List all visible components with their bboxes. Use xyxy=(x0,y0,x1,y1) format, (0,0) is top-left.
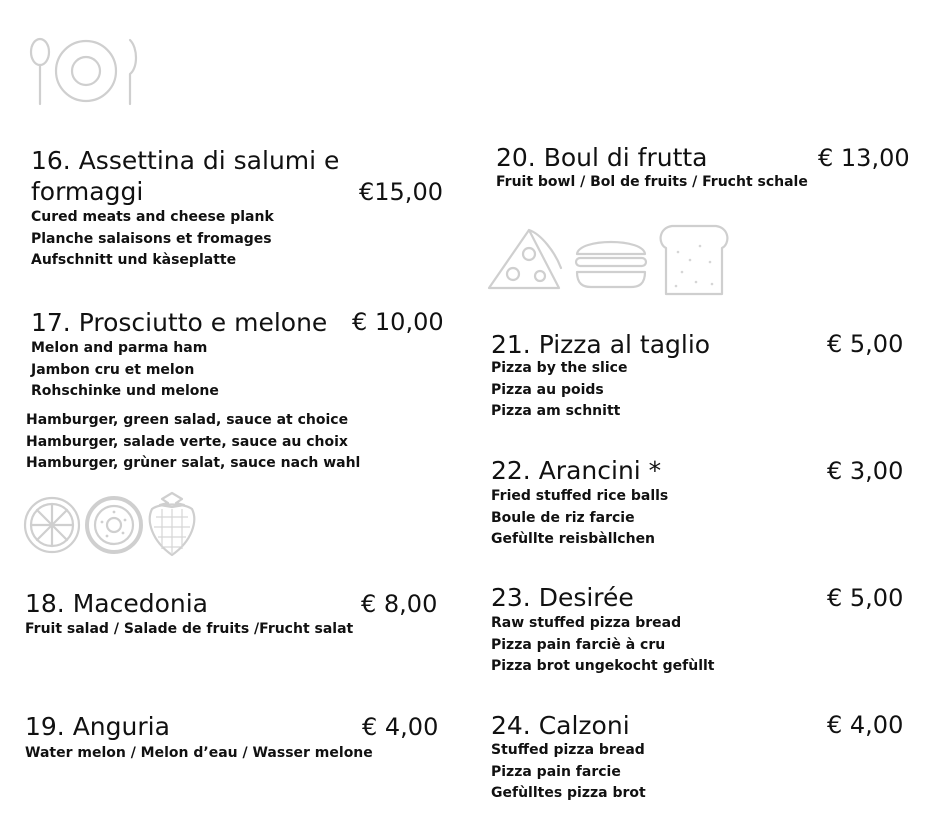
item-19-desc: Water melon / Melon d’eau / Wasser melone xyxy=(25,745,373,761)
pizza-slice-icon xyxy=(485,226,565,292)
item-22-price: € 3,00 xyxy=(827,457,904,485)
item-23-desc-en: Raw stuffed pizza bread xyxy=(491,615,682,631)
item-16-price: €15,00 xyxy=(359,178,443,206)
item-19-title: 19. Anguria xyxy=(25,712,170,741)
item-20-price: € 13,00 xyxy=(818,144,910,172)
item-23-desc-de: Pizza brot ungekocht gefùllt xyxy=(491,658,715,674)
lemon-slice-icon xyxy=(23,496,81,554)
strawberry-icon xyxy=(144,491,200,557)
item-16-desc-fr: Planche salaisons et fromages xyxy=(31,230,272,247)
burger-note-de: Hamburger, grùner salat, sauce nach wahl xyxy=(26,455,361,471)
item-17-desc-de: Rohschinke und melone xyxy=(31,383,219,399)
item-18-title: 18. Macedonia xyxy=(25,589,208,618)
item-24-price: € 4,00 xyxy=(827,711,904,739)
item-16-desc-de: Aufschnitt und kàseplatte xyxy=(31,252,237,268)
burger-note-en: Hamburger, green salad, sauce at choice xyxy=(26,412,349,428)
item-21-desc-de: Pizza am schnitt xyxy=(491,403,621,419)
item-23-title: 23. Desirée xyxy=(491,583,634,612)
item-17-desc-fr: Jambon cru et melon xyxy=(31,361,195,378)
item-16-title-line1: 16. Assettina di salumi e xyxy=(31,146,340,175)
kiwi-icon xyxy=(85,496,143,554)
item-17-price: € 10,00 xyxy=(352,308,444,336)
bread-icon xyxy=(656,222,732,298)
item-22-desc-de: Gefùllte reisbàllchen xyxy=(491,531,656,547)
item-18-price: € 8,00 xyxy=(361,590,438,618)
item-22-title: 22. Arancini * xyxy=(491,456,662,485)
item-21-title: 21. Pizza al taglio xyxy=(491,330,711,359)
item-16-desc-en: Cured meats and cheese plank xyxy=(31,209,274,225)
item-24-desc-de: Gefùlltes pizza brot xyxy=(491,785,646,801)
item-20-desc: Fruit bowl / Bol de fruits / Frucht schale xyxy=(496,174,808,190)
item-22-desc-fr: Boule de riz farcie xyxy=(491,509,635,526)
item-18-desc: Fruit salad / Salade de fruits /Frucht salat xyxy=(25,621,354,637)
item-22-desc-en: Fried stuffed rice balls xyxy=(491,488,669,504)
burger-icon xyxy=(573,232,649,290)
item-23-price: € 5,00 xyxy=(827,584,904,612)
item-19-price: € 4,00 xyxy=(362,713,439,741)
item-16-title-line2: formaggi xyxy=(31,177,144,206)
item-21-price: € 5,00 xyxy=(827,330,904,358)
item-23-desc-fr: Pizza pain farciè à cru xyxy=(491,636,666,653)
item-17-desc-en: Melon and parma ham xyxy=(31,340,208,356)
item-24-desc-en: Stuffed pizza bread xyxy=(491,742,645,758)
item-21-desc-en: Pizza by the slice xyxy=(491,360,628,376)
cutlery-plate-icon xyxy=(28,34,140,108)
item-17-title: 17. Prosciutto e melone xyxy=(31,308,328,337)
item-24-title: 24. Calzoni xyxy=(491,711,630,740)
item-24-desc-fr: Pizza pain farcie xyxy=(491,763,621,780)
item-20-title: 20. Boul di frutta xyxy=(496,143,708,172)
burger-note-fr: Hamburger, salade verte, sauce au choix xyxy=(26,433,348,450)
item-21-desc-fr: Pizza au poids xyxy=(491,381,604,398)
